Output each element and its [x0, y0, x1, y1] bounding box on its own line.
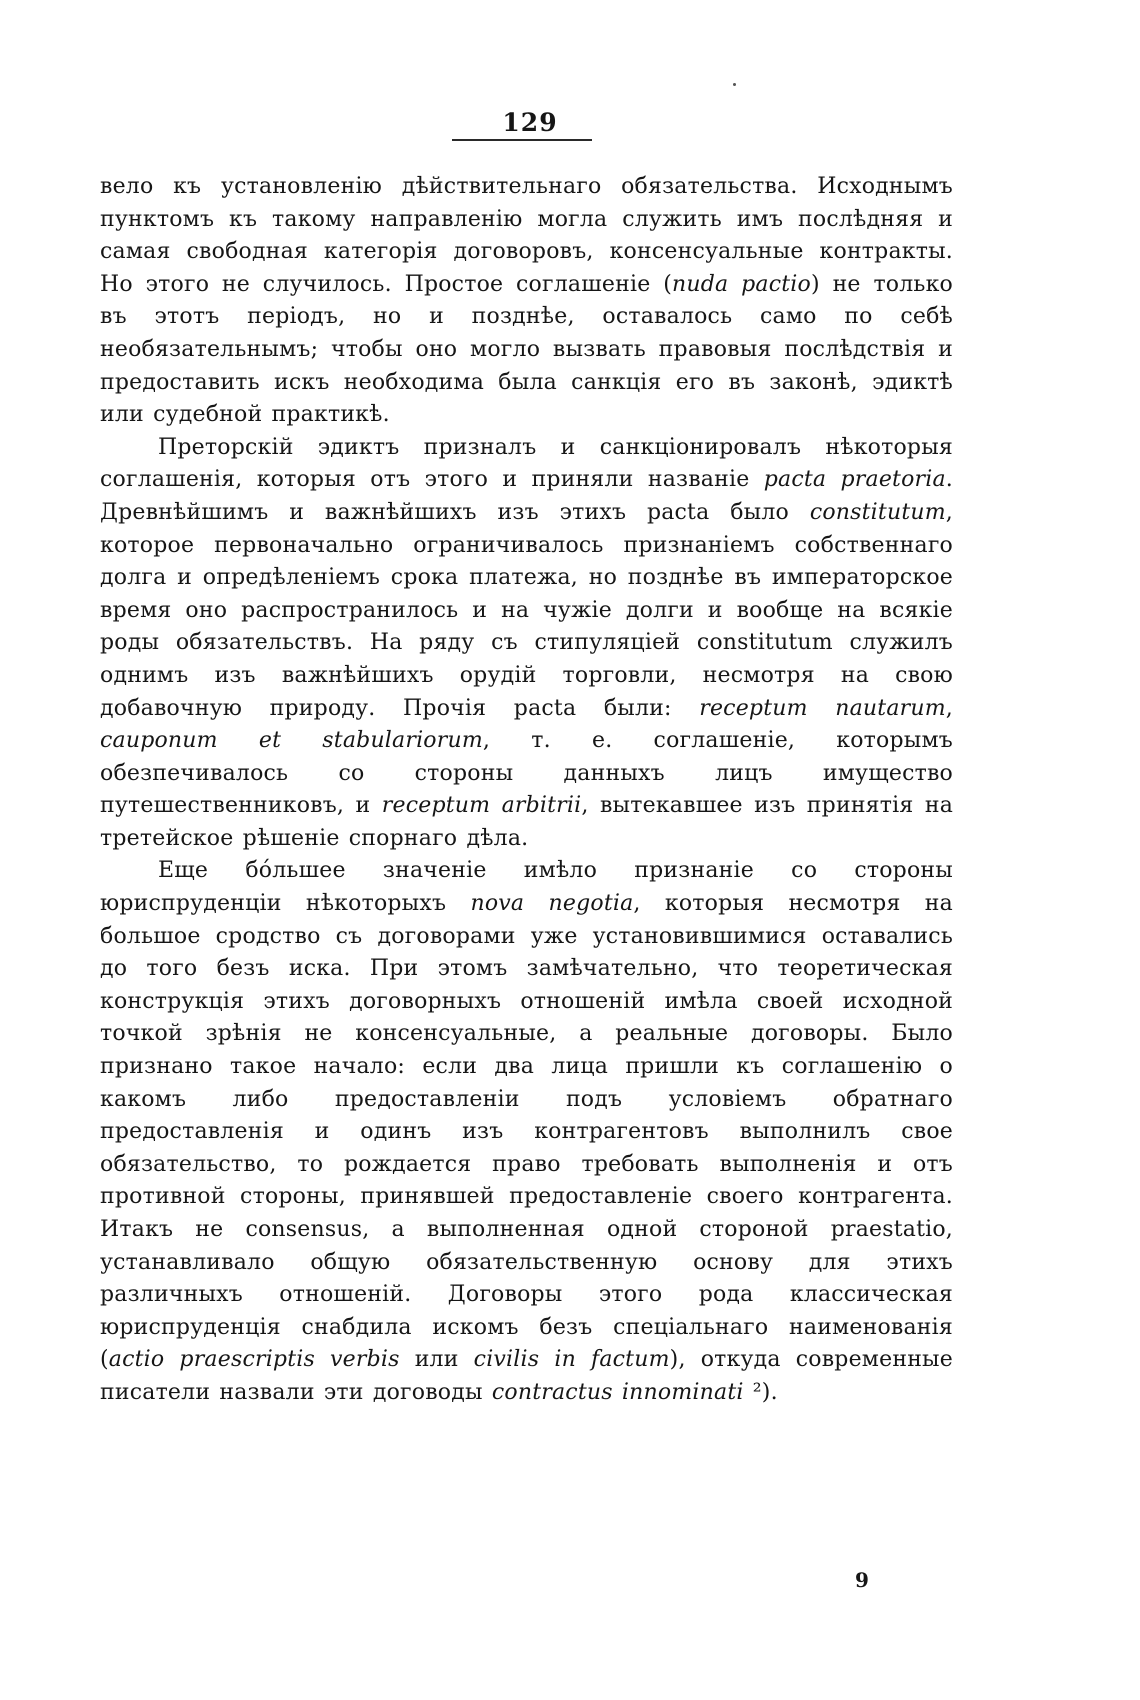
page-number: 129 [502, 108, 558, 137]
italic-term: receptum arbitrii [381, 793, 582, 819]
paragraph-2 [100, 432, 953, 856]
text-run: вело къ установленію дѣйствительнаго обязательства. Исходнымъ пунктомъ къ такому направленію могла служить имъ послѣдняя и самая свободная категорія договоровъ, консенсуальные контракты. Но этого не случилось. Простое соглашеніе ( [100, 174, 953, 297]
italic-term: contractus innominati [491, 1379, 744, 1405]
italic-term: nova negotia [470, 891, 634, 917]
page-body [100, 171, 953, 1410]
italic-term: cauponum et stabulariorum [100, 728, 483, 754]
italic-term: constitutum [809, 499, 946, 525]
text-run: ²). [743, 1379, 778, 1405]
text-run: ) не только въ этотъ періодъ, но и позднѣе, оставалось само по себѣ необязательнымъ; чтобы оно могло вызвать правовыя послѣдствія и предоставить искъ необходима была санкція его въ законѣ, эдиктѣ или судебной практикѣ. [100, 271, 954, 428]
paragraph-1 [100, 171, 953, 432]
italic-term: nuda pactio [672, 271, 811, 297]
text-run: , которое первоначально ограничивалось признаніемъ собственнаго долга и опредѣленіемъ срока платежа, но позднѣе въ императорское время оно распространилось и на чужіе долги и вообще на всякіе роды обязательствъ. На ряду съ стипуляціей constitutum служилъ однимъ изъ важнѣйшихъ орудій торговли, несмотря на свою добавочную природу. Прочія pacta были: [100, 499, 953, 721]
text-run: ), откуда современные писатели назвали эти договоды [100, 1347, 953, 1405]
text-run: . Древнѣйшимъ и важнѣйшихъ изъ этихъ pacta было [100, 467, 953, 525]
print-speck [733, 83, 736, 86]
text-run: , вытекавшее изъ принятія на третейское рѣшеніе спорнаго дѣла. [100, 793, 954, 851]
italic-term: receptum nautarum [699, 695, 946, 721]
text-run: , т. е. соглашеніе, которымъ обезпечивалось со стороны данныхъ лицъ имущество путешественниковъ, и [100, 728, 953, 819]
signature-mark: 9 [855, 1568, 869, 1592]
header-rule [452, 139, 592, 141]
italic-term: actio praescriptis verbis [108, 1347, 400, 1373]
text-run: Преторскій эдиктъ призналъ и санкціонировалъ нѣкоторыя соглашенія, которыя отъ этого и приняли названіе [100, 434, 953, 493]
text-run: , которыя несмотря на большое сродство съ договорами уже установившимися оставались до того безъ иска. При этомъ замѣчательно, что теоретическая конструкція этихъ договорныхъ отношеній имѣла своей исходной точкой зрѣнія не консенсуальные, а реальные договоры. Было признано такое начало: если два лица пришли къ соглашенію о какомъ либо предоставленіи подъ условіемъ обратнаго предоставленія и одинъ изъ контрагентовъ выполнилъ свое обязательство, то рождается право требовать выполненія и отъ противной стороны, принявшей предоставленіе своего контрагента. Итакъ не consensus, а выполненная одной стороной praestatio, устанавливало общую обязательственную основу для этихъ различныхъ отношеній. Договоры этого рода классическая юриспруденція снабдила искомъ безъ спеціальнаго наименованія ( [100, 891, 953, 1373]
text-run: или [399, 1347, 474, 1373]
paragraph-3 [100, 855, 953, 1409]
italic-term: pacta praetoria [763, 467, 946, 493]
italic-term: civilis in factum [473, 1347, 670, 1373]
text-run: Еще бо́льшее значеніе имѣло признаніе со стороны юриспруденціи нѣкоторыхъ [100, 858, 953, 917]
text-run: , [945, 695, 953, 721]
